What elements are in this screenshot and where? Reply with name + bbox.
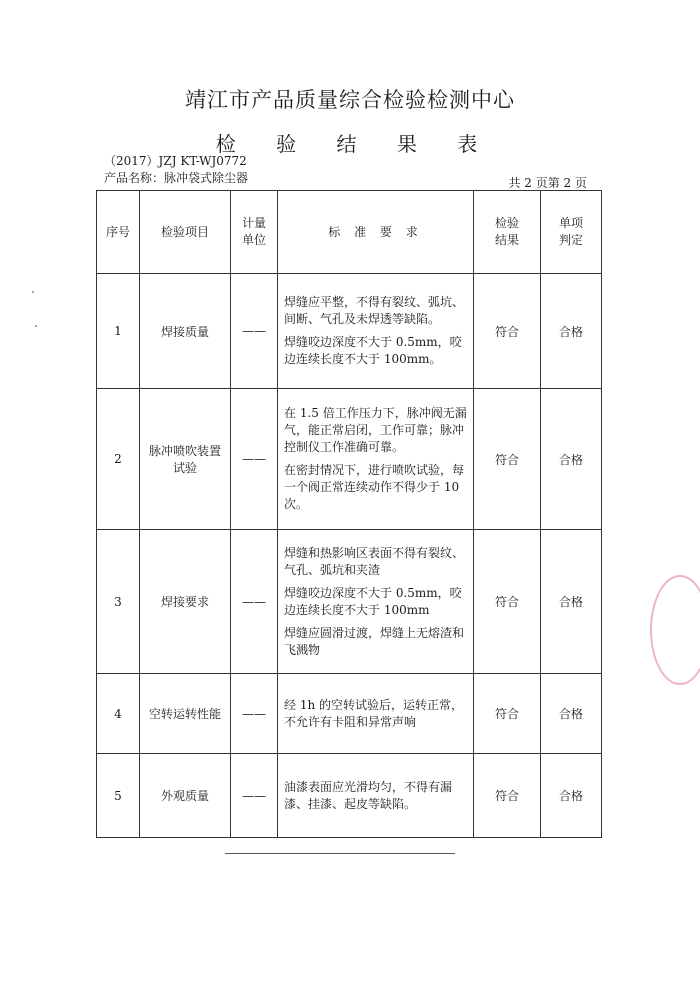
header-unit-line2: 单位 [241, 233, 266, 247]
product-name-label: 产品名称： [104, 171, 165, 185]
header-unit [231, 191, 278, 274]
row-unit: —— [231, 530, 278, 674]
row-item: 外观质量 [140, 754, 231, 838]
header-verdict-line2: 判定 [558, 233, 583, 247]
document-title: 靖江市产品质量综合检验检测中心 [185, 88, 515, 112]
row-item: 焊接要求 [140, 530, 231, 674]
report-number: （2017）JZJ KT-WJ0772 [104, 154, 247, 168]
row-unit: —— [231, 274, 278, 389]
document-subtitle: 检 验 结 果 表 [215, 132, 495, 156]
row-verdict: 合格 [541, 674, 602, 754]
requirement-text: 焊缝应圆滑过渡，焊缝上无熔渣和飞溅物 [284, 625, 465, 657]
row-requirements [278, 389, 474, 530]
table-row [97, 674, 602, 754]
row-item: 焊接质量 [140, 274, 231, 389]
header-verdict-line1: 单项 [558, 216, 583, 230]
header-result-line2: 结果 [494, 233, 519, 247]
row-result: 符合 [474, 389, 541, 530]
requirement-text: 焊缝咬边深度不大于 0.5mm，咬边连续长度不大于 100mm [284, 585, 462, 617]
row-no: 3 [97, 530, 140, 674]
requirement-text: 经 1h 的空转试验后，运转正常，不允许有卡阻和异常声响 [284, 697, 463, 729]
row-item: 脉冲喷吹装置试验 [140, 389, 231, 530]
header-item: 检验项目 [140, 191, 231, 274]
row-unit: —— [231, 674, 278, 754]
official-seal-stamp [650, 575, 700, 685]
row-requirements [278, 674, 474, 754]
row-verdict: 合格 [541, 389, 602, 530]
row-result: 符合 [474, 530, 541, 674]
row-requirements [278, 530, 474, 674]
requirement-text: 油漆表面应光滑均匀，不得有漏漆、挂漆、起皮等缺陷。 [284, 779, 453, 811]
row-result: 符合 [474, 754, 541, 838]
row-verdict: 合格 [541, 274, 602, 389]
row-requirements [278, 754, 474, 838]
row-result: 符合 [474, 274, 541, 389]
row-no: 5 [97, 754, 140, 838]
scan-speck [32, 291, 34, 293]
requirement-text: 焊缝应平整，不得有裂纹、弧坑、间断、气孔及未焊透等缺陷。 [284, 295, 465, 326]
header-verdict [541, 191, 602, 274]
row-unit: —— [231, 754, 278, 838]
row-no: 4 [97, 674, 140, 754]
row-result: 符合 [474, 674, 541, 754]
row-no: 1 [97, 274, 140, 389]
end-divider [225, 853, 455, 854]
table-row [97, 274, 602, 389]
row-verdict: 合格 [541, 754, 602, 838]
product-name-line [104, 169, 248, 186]
requirement-text: 焊缝和热影响区表面不得有裂纹、气孔、弧坑和夹渣 [284, 545, 465, 577]
header-standard: 标 准 要 求 [278, 191, 474, 274]
row-unit: —— [231, 389, 278, 530]
row-no: 2 [97, 389, 140, 530]
product-name-value: 脉冲袋式除尘器 [164, 171, 249, 185]
table-row [97, 754, 602, 838]
table-header-row [97, 191, 602, 274]
requirement-text: 在 1.5 倍工作压力下，脉冲阀无漏气，能正常启闭，工作可靠；脉冲控制仪工作准确可靠。 [284, 406, 467, 454]
requirement-text: 在密封情况下，进行喷吹试验，每一个阀正常连续动作不得少于 10 次。 [284, 463, 465, 511]
results-table [96, 190, 602, 838]
header-unit-line1: 计量 [241, 216, 266, 230]
row-verdict: 合格 [541, 530, 602, 674]
header-no: 序号 [97, 191, 140, 274]
row-requirements [278, 274, 474, 389]
table-row [97, 389, 602, 530]
row-item: 空转运转性能 [140, 674, 231, 754]
table-row [97, 530, 602, 674]
header-result [474, 191, 541, 274]
header-result-line1: 检验 [494, 216, 519, 230]
requirement-text: 焊缝咬边深度不大于 0.5mm，咬边连续长度不大于 100mm。 [284, 335, 462, 366]
scan-speck [35, 325, 37, 327]
page-indicator: 共 2 页第 2 页 [508, 176, 587, 190]
